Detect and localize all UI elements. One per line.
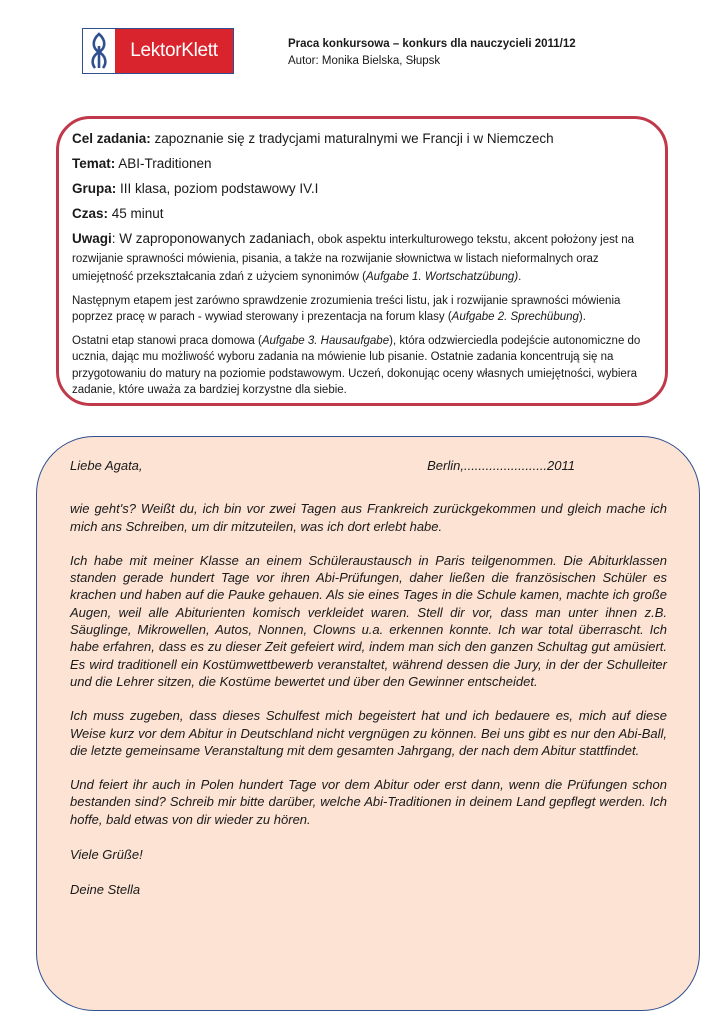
second-stage-text: Następnym etapem jest zarówno sprawdzenie zrozumienia treści listu, jak i rozwijanie sprawności mówienia poprzez pracę w parach - wywiad sterowany i prezentacja na forum klasy ( [72, 294, 621, 323]
letter-paragraph-3: Ich muss zugeben, dass dieses Schulfest mich begeistert hat und ich bedauere es, mich auf diese Weise kurz vor dem Abitur in Deutschland nicht vergnügen zu können. Bei uns gibt es nur den Abi-Ball, die letzte gemeinsame Veranstaltung mit dem gesamten Jahrgang, der nach dem Abitur stattfindet. [70, 708, 667, 758]
competition-title: Praca konkursowa – konkurs dla nauczycieli 2011/12 [288, 38, 576, 50]
time-value: 45 minut [108, 206, 164, 221]
notes-lead: : W zaproponowanych zadaniach, [111, 231, 315, 246]
final-stage-start: Ostatni etap stanowi praca domowa ( [72, 334, 262, 347]
klett-mark-icon [83, 29, 115, 73]
goal-value: zapoznanie się z tradycjami maturalnymi we Francji i w Niemczech [150, 131, 554, 146]
notes-label: Uwagi [72, 231, 112, 246]
group-value: III klasa, poziom podstawowy IV.I [116, 181, 319, 196]
goal-label: Cel zadania: [72, 131, 151, 146]
second-stage-end: ). [578, 311, 586, 323]
notes-end: . [518, 271, 522, 283]
task-description-box [56, 116, 668, 406]
lektorklett-logo [82, 28, 234, 74]
letter-box [36, 436, 700, 1011]
group-label: Grupa: [72, 181, 117, 196]
notes-text: obok aspektu interkulturowego tekstu, akcent położony jest na rozwijanie sprawności mówienia, pisania, a także na rozwijanie słownictwa w listach nieformalnych oraz umiejętność przekształcania zdań z użyciem synonimów ( [72, 234, 635, 283]
letter-place-date: Berlin,.......................2011 [427, 458, 575, 473]
letter-header [70, 457, 667, 474]
header-info [288, 36, 576, 70]
second-stage-exercise: Aufgabe 2. Sprechübung [451, 311, 579, 323]
letter-closing: Viele Grüße! [70, 847, 143, 863]
notes-exercise: Aufgabe 1. Wortschatzübung) [366, 271, 519, 283]
author-line: Autor: Monika Bielska, Słupsk [288, 55, 441, 67]
letter-greeting: Liebe Agata, [70, 458, 143, 473]
final-stage-exercise: Aufgabe 3. Hausaufgabe [261, 334, 390, 347]
second-stage-paragraph [72, 293, 649, 326]
topic-value: ABI-Traditionen [115, 156, 212, 171]
final-stage-paragraph [72, 333, 649, 399]
letter-paragraph-1: wie geht's? Weißt du, ich bin vor zwei Tagen aus Frankreich zurückgekommen und gleich mache ich mich ans Schreiben, um dir mitzuteilen, was ich dort erlebt habe. [70, 501, 667, 534]
time-line [72, 205, 649, 223]
final-stage-text: ), która odzwierciedla podejście autonomiczne do ucznia, dając mu możliwość wyboru zadania na mówienie lub pisanie. Ostatnie zadania koncentrują się na przygotowaniu do matury na poziomie podstawowym. Uczeń, dokonując oceny własnych umiejętności, wybiera zadanie, które uważa za bardziej korzystne dla siebie. [72, 334, 641, 396]
group-line [72, 180, 649, 198]
letter-paragraph-2: Ich habe mit meiner Klasse an einem Schüleraustausch in Paris teilgenommen. Die Abiturklassen standen gerade hundert Tage vor ihren Abi-Prüfungen, daher ließen die französischen Schüler es krachen und haben auf die Pauke gehauen. Als sie eines Tages in die Schule kamen, machte ich große Augen, weil alle Abiturienten komisch verkleidet waren. Stell dir vor, dass man unter ihnen z.B. Säuglinge, Mikrowellen, Autos, Nonnen, Clowns u.a. erkennen konnte. Ich war total überrascht. Ich habe erfahren, dass es zu dieser Zeit gefeiert wird, indem man sich den ganzen Schultag gut amüsiert. Es wird traditionell ein Kostümwettbewerb veranstaltet, während dessen die Jury, in der der Schulleiter und die Lehrer sitzen, die Kostüme bewertet und über den Gewinner entscheidet. [70, 552, 667, 689]
notes-paragraph [72, 230, 649, 286]
topic-label: Temat: [72, 156, 116, 171]
letter-signature: Deine Stella [70, 882, 141, 898]
time-label: Czas: [72, 206, 109, 221]
logo-brand-text: LektorKlett [115, 29, 233, 73]
topic-line [72, 155, 649, 173]
goal-line [72, 130, 649, 148]
letter-paragraph-4: Und feiert ihr auch in Polen hundert Tage vor dem Abitur oder erst dann, wenn die Prüfungen schon bestanden sind? Schreib mir bitte darüber, welche Abi-Traditionen in deinem Land gepflegt werden. Ich hoffe, bald etwas von dir wieder zu hören. [70, 777, 667, 827]
